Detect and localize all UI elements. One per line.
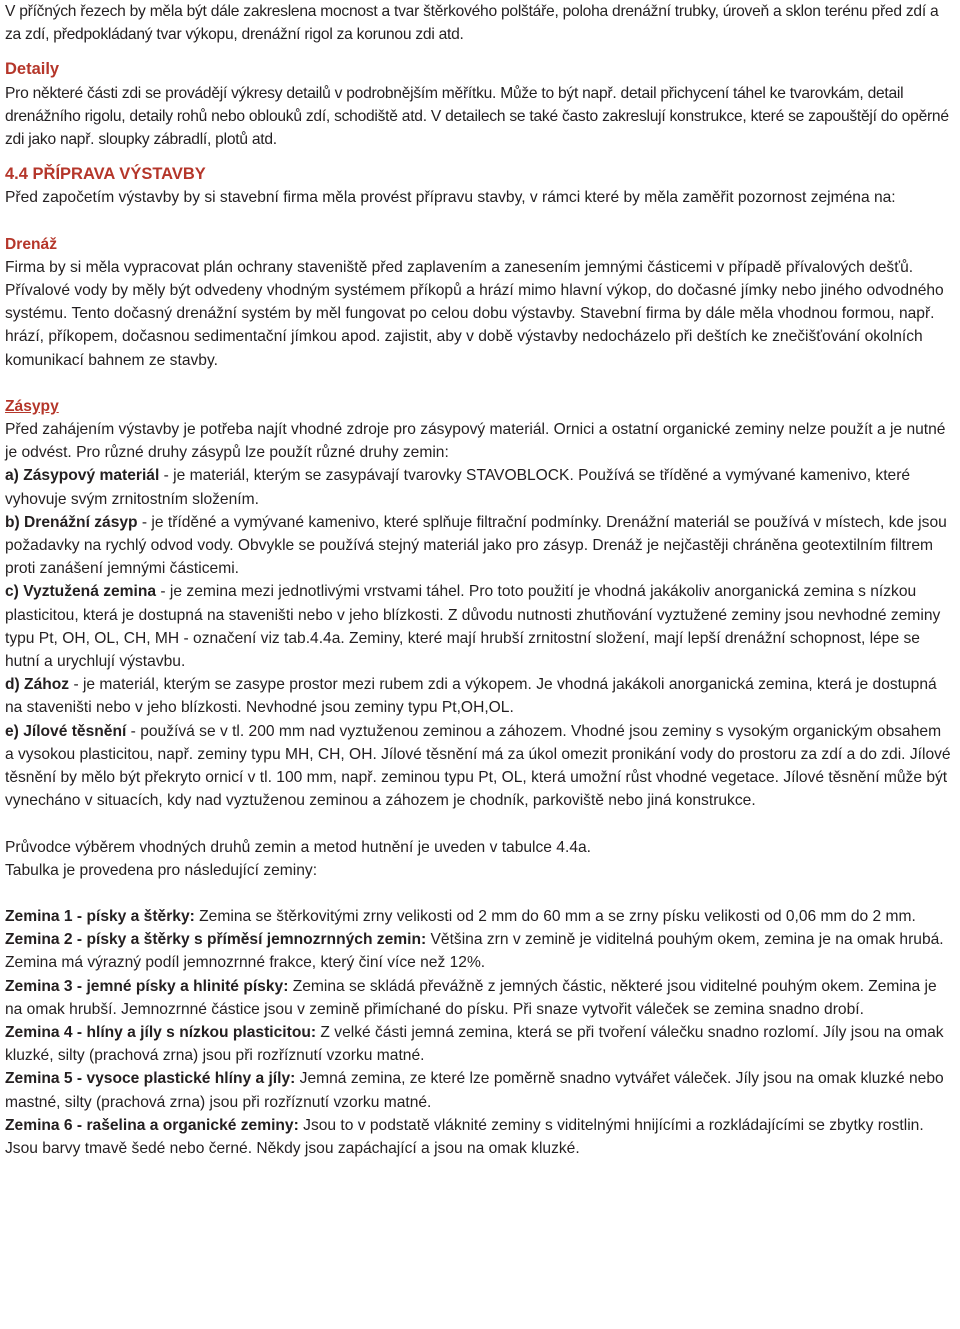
backfill-item-text: - je tříděné a vymývané kamenivo, které splňuje filtrační podmínky. Drenážní materiál se používá v místech, kde jsou požadavky na rychlý odvod vody. Obvykle se používá stejný materiál jako pro zásyp. Drenáž je nejčastěji chráněna geotextilním filtrem proti zanášení jemnými částicemi. [5, 513, 947, 578]
drainage-heading: Drenáž [5, 235, 57, 253]
backfill-intro: Před zahájením výstavby je potřeba najít vhodné zdroje pro zásypový materiál. Ornici a ostatní organické zeminy nelze použít a je nutné je odvést. Pro různé druhy zásypů lze použít různé druhy zemin: [5, 421, 946, 462]
backfill-item-term: e) Jílové těsnění [5, 722, 127, 740]
soil-6 [5, 1114, 952, 1160]
soil-text: Z velké části jemná zemina, která se při tvoření válečku snadno rozlomí. Jíly jsou na omak kluzké, silty (prachová zrna) jsou při rozříznutí vzorku matné. [5, 1023, 944, 1065]
section-intro: Před započetím výstavby by si stavební firma měla provést přípravu stavby, v rámci které by měla zaměřit pozornost zejména na: [5, 189, 896, 207]
backfill-item-text: - používá se v tl. 200 mm nad vyztuženou zeminou a záhozem. Vhodné jsou zeminy s vysokým organickým obsahem a vysokou plasticitou, např. zeminy typu MH, CH, OH. Jílové těsnění má za úkol omezit pronikání vody do prostoru za zdí a do zdi. Jílové těsnění by mělo být překryto ornicí v tl. 100 mm, např. zeminou typu Pt, OL, která umožní růst vhodné vegetace. Jílové těsnění může být vynecháno v situacích, kdy nad vyztuženou zeminou a záhozem je chodník, parkoviště nebo jiná konstrukce. [5, 722, 951, 810]
backfill-item-term: b) Drenážní zásyp [5, 513, 138, 531]
backfill-item-term: d) Zához [5, 676, 70, 694]
soil-3 [5, 975, 952, 1021]
soil-term: Zemina 5 - vysoce plastické hlíny a jíly: [5, 1070, 296, 1088]
soil-5 [5, 1067, 952, 1113]
selection-line-2: Tabulka je provedena pro následující zeminy: [5, 861, 318, 879]
spacer [5, 372, 952, 395]
drainage-paragraph: Firma by si měla vypracovat plán ochrany staveniště před zaplavením a zanesením jemnými částicemi v případě přívalových dešťů. Přívalové vody by měly být odvedeny vhodným systémem příkopů a hrází mimo hlavní výkop, do dočasné jímky nebo jiného odvodného systému. Tento dočasný drenážní systém by měl fungovat po celou dobu výstavby. Stavební firma by dále měla vhodnou formou, např. hrází, příkopem, dočasnou sedimentační jímkou apod. zajistit, aby v době výstavby nedocházelo při deštích ke znečišťování okolních komunikací bahnem ze stavby. [5, 258, 944, 369]
backfill-item-b [5, 511, 952, 581]
backfill-item-e [5, 720, 952, 813]
soil-1 [5, 905, 952, 928]
backfill-item-text: - je materiál, kterým se zasype prostor mezi rubem zdi a výkopem. Je vhodná jakákoli anorganická zemina, která je dostupná na staveništi nebo v jeho blízkosti. Nevhodné jsou zeminy typu Pt,OH,OL. [5, 676, 937, 717]
soil-term: Zemina 1 - písky a štěrky: [5, 907, 195, 925]
soil-text: Většina zrn v zemině je viditelná pouhým okem, zemina je na omak hrubá. Zemina má výrazný podíl jemnozrnné frakce, který činí více než 12%. [5, 931, 944, 972]
soil-4 [5, 1021, 952, 1067]
backfill-item-a [5, 464, 952, 510]
soil-term: Zemina 4 - hlíny a jíly s nízkou plasticitou: [5, 1023, 317, 1041]
soil-text: Zemina se štěrkovitými zrny velikosti od 2 mm do 60 mm a se zrny písku velikosti od 0,06 mm do 2 mm. [194, 907, 916, 925]
soil-text: Jsou to v podstatě vláknité zeminy s viditelnými hnijícími a rozkládajícími se zbytky rostlin. Jsou barvy tmavě šedé nebo černé. Někdy jsou zapáchající a jsou na omak kluzké. [5, 1116, 924, 1157]
soil-2 [5, 928, 952, 974]
backfill-item-term: c) Vyztužená zemina [5, 583, 157, 601]
section-heading: 4.4 PŘÍPRAVA VÝSTAVBY [5, 165, 206, 184]
backfill-item-d [5, 673, 952, 719]
spacer [5, 210, 952, 233]
backfill-heading: Zásypy [5, 397, 59, 415]
soil-term: Zemina 6 - rašelina a organické zeminy: [5, 1116, 299, 1134]
soil-term: Zemina 2 - písky a štěrky s příměsí jemnozrnných zemin: [5, 931, 427, 949]
selection-line-1: Průvodce výběrem vhodných druhů zemin a metod hutnění je uveden v tabulce 4.4a. [5, 838, 591, 856]
soil-text: Zemina se skládá převážně z jemných částic, některé jsou viditelné pouhým okem. Zemina je na omak hrubší. Jemnozrnné částice jsou v zemině přimíchané do písku. Při snaze vytvořit váleček se zemina snadno drobí. [5, 977, 937, 1018]
backfill-item-c [5, 580, 952, 673]
spacer [5, 882, 952, 905]
details-paragraph: Pro některé části zdi se provádějí výkresy detailů v podrobnějším měřítku. Může to být např. detail přichycení táhel ke tvarovkám, detail drenážního rigolu, detaily rohů nebo oblouků zdí, schodiště atd. V detailech se také často zakreslují konstrukce, které se zapouštějí do opěrné zdi jako např. sloupky zábradlí, plotů atd. [5, 84, 949, 149]
soil-term: Zemina 3 - jemné písky a hlinité písky: [5, 977, 289, 995]
details-heading: Detaily [5, 60, 60, 79]
soil-text: Jemná zemina, ze které lze poměrně snadno vytvářet váleček. Jíly jsou na omak kluzké nebo mastné, silty (prachová zrna) jsou při rozříznutí vzorku matné. [5, 1070, 944, 1111]
backfill-item-text: - je materiál, kterým se zasypávají tvarovky STAVOBLOCK. Používá se tříděné a vymývané kamenivo, které vyhovuje svým zrnitostním složením. [5, 467, 911, 508]
intro-paragraph: V příčných řezech by měla být dále zakreslena mocnost a tvar štěrkového polštáře, poloha drenážní trubky, úroveň a sklon terénu před zdí a za zdí, předpokládaný tvar výkopu, drenážní rigol za korunou zdi atd. [5, 3, 939, 44]
backfill-item-text: - je zemina mezi jednotlivými vrstvami táhel. Pro toto použití je vhodná jakákoliv anorganická zemina s nízkou plasticitou, která je dostupná na staveništi nebo v jeho blízkosti. Z důvodu nutnosti zhutňování vyztužené zeminy jsou nevhodné zeminy typu Pt, OH, OL, CH, MH - označení viz tab.4.4a. Zeminy, které mají hrubší zrnitostní složení, mají lepší drenážní schopnost, lépe se hutní a urychlují výstavbu. [5, 583, 941, 671]
spacer [5, 813, 952, 836]
backfill-item-term: a) Zásypový materiál [5, 467, 160, 485]
